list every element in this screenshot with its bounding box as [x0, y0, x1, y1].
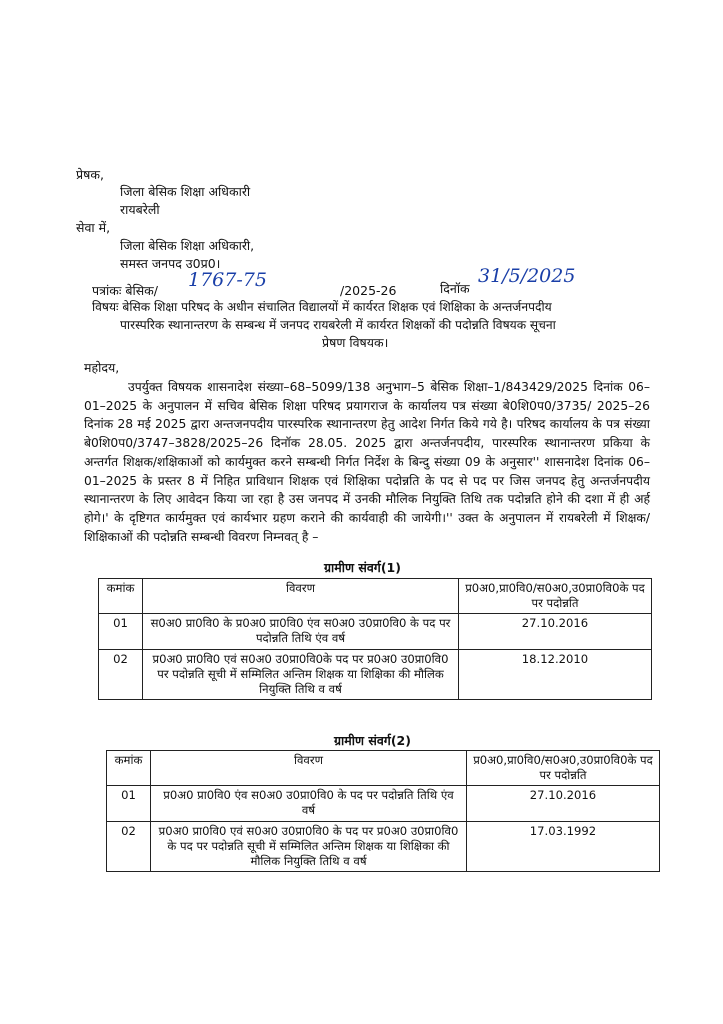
table-cell-date: 17.03.1992	[467, 822, 660, 872]
sender-office: जिला बेसिक शिक्षा अधिकारी	[120, 184, 251, 199]
recipient-label: सेवा में,	[76, 220, 111, 235]
subject-line-2: पारस्परिक स्थानान्तरण के सम्बन्ध में जनपद रायबरेली में कार्यरत शिक्षकों की पदोन्नति विषयक सूचना	[120, 318, 556, 332]
table-cell-date: 18.12.2010	[459, 650, 652, 700]
table-cell-sn: 01	[107, 786, 151, 822]
salutation: महोदय,	[84, 360, 120, 375]
table-header-row	[99, 579, 652, 614]
table-cell-sn: 01	[99, 614, 143, 650]
table-header-sn: कमांक	[99, 579, 143, 614]
sender-label: प्रेषक,	[76, 167, 104, 182]
table-cell-date: 27.10.2016	[459, 614, 652, 650]
reference-date-label: दिनॉक	[440, 281, 470, 296]
table-row	[99, 650, 652, 700]
reference-year: /2025-26	[340, 283, 397, 298]
table-cell-sn: 02	[107, 822, 151, 872]
table-cell-sn: 02	[99, 650, 143, 700]
table-cell-desc: स0अ0 प्रा0वि0 के प्र0अ0 प्रा0वि0 एंव स0अ0 उ0प्रा0वि0 के पद पर पदोन्नति तिथि एंव वर्ष	[143, 614, 459, 650]
table-header-desc: विवरण	[151, 751, 467, 786]
promotion-table-1	[98, 578, 652, 700]
promotion-table-2	[106, 750, 660, 872]
recipient-district: समस्त जनपद उ0प्र0।	[120, 256, 221, 271]
table-header-sn: कमांक	[107, 751, 151, 786]
subject-line-3: प्रेषण विषयक।	[322, 335, 389, 350]
table-cell-desc: प्र0अ0 प्रा0वि0 एवं स0अ0 उ0प्रा0वि0 के पद पर प्र0अ0 उ0प्रा0वि0 के पद पर पदोन्नति सूची में सम्मिलित अन्तिम शिक्षक या शिक्षिका की मौलिक नियुक्ति तिथि व वर्ष	[151, 822, 467, 872]
table-cell-date: 27.10.2016	[467, 786, 660, 822]
table-header-desc: विवरण	[143, 579, 459, 614]
table-row	[107, 822, 660, 872]
table-cell-desc: प्र0अ0 प्रा0वि0 एंव स0अ0 उ0प्रा0वि0 के पद पर पदोन्नति तिथि एंव वर्ष	[151, 786, 467, 822]
table2-caption: ग्रामीण संवर्ग(2)	[334, 733, 411, 748]
table-header-date: प्र0अ0,प्रा0वि0/स0अ0,उ0प्रा0वि0के पद पर पदोन्नति	[459, 579, 652, 614]
table-header-date: प्र0अ0,प्रा0वि0/स0अ0,उ0प्रा0वि0के पद पर पदोन्नति	[467, 751, 660, 786]
table-header-row	[107, 751, 660, 786]
reference-label: पत्रांकः बेसिक/	[92, 283, 158, 298]
reference-number-handwritten: 1767-75	[188, 269, 267, 291]
recipient-office: जिला बेसिक शिक्षा अधिकारी,	[120, 238, 255, 253]
table-row	[107, 786, 660, 822]
table1-caption: ग्रामीण संवर्ग(1)	[324, 560, 401, 575]
sender-district: रायबरेली	[120, 202, 160, 217]
reference-date-handwritten: 31/5/2025	[478, 265, 576, 287]
body-paragraph: उपर्युक्त विषयक शासनादेश संख्या–68–5099/138 अनुभाग–5 बेसिक शिक्षा–1/843429/2025 दिनांक 06–01–2025 के अनुपालन में सचिव बेसिक शिक्षा परिषद प्रयागराज के कार्यालय पत्र संख्या बे0शि0प0/3735/ 2025–26 दिनांक 28 मई 2025 द्वारा अन्तजनपदीय पारस्परिक स्थानान्तरण हेतु आदेश निर्गत किये गये है। परिषद कार्यालय के पत्र संख्या बे0शि0प0/3747–3828/2025–26 दिनॉक 28.05. 2025 द्वारा अन्तर्जनपदीय, पारस्परिक स्थानान्तरण प्रकिया के अन्तर्गत शिक्षक/शक्षिकाओं को कार्यमुक्त करने सम्बन्धी निर्गत निर्देश के बिन्दु संख्या 09 के अनुसार'' शासनादेश दिनांक 06–01–2025 के प्रस्तर 8 में निहित प्राविधान शिक्षक एवं शिक्षिका पदोन्नति के पद से पद पर जिस जनपद हेतु अन्तर्जनपदीय स्थानान्तरण के लिए आवेदन किया जा रहा है उस जनपद में उनकी मौलिक नियुक्ति तिथि तक पदोन्नति होने की दशा में ही अर्ह होगे।' के दृष्टिगत कार्यमुक्त एवं कार्यभार ग्रहण कराने की कार्यवाही की जायेगी।'' उक्त के अनुपालन में रायबरेली में शिक्षक/शिक्षिकाओं की पदोन्नति सम्बन्धी विवरण निम्नवत् है –	[84, 380, 650, 544]
table-row	[99, 614, 652, 650]
subject-line-1: विषयः बेसिक शिक्षा परिषद के अधीन संचालित विद्यालयों में कार्यरत शिक्षक एवं शिक्षिका के अन्तर्जनपदीय	[92, 300, 552, 314]
table-cell-desc: प्र0अ0 प्रा0वि0 एवं स0अ0 उ0प्रा0वि0के पद पर प्र0अ0 उ0प्रा0वि0 पर पदोन्नति सूची में सम्मिलित अन्तिम शिक्षक या शिक्षिका की मौलिक नियुक्ति तिथि व वर्ष	[143, 650, 459, 700]
